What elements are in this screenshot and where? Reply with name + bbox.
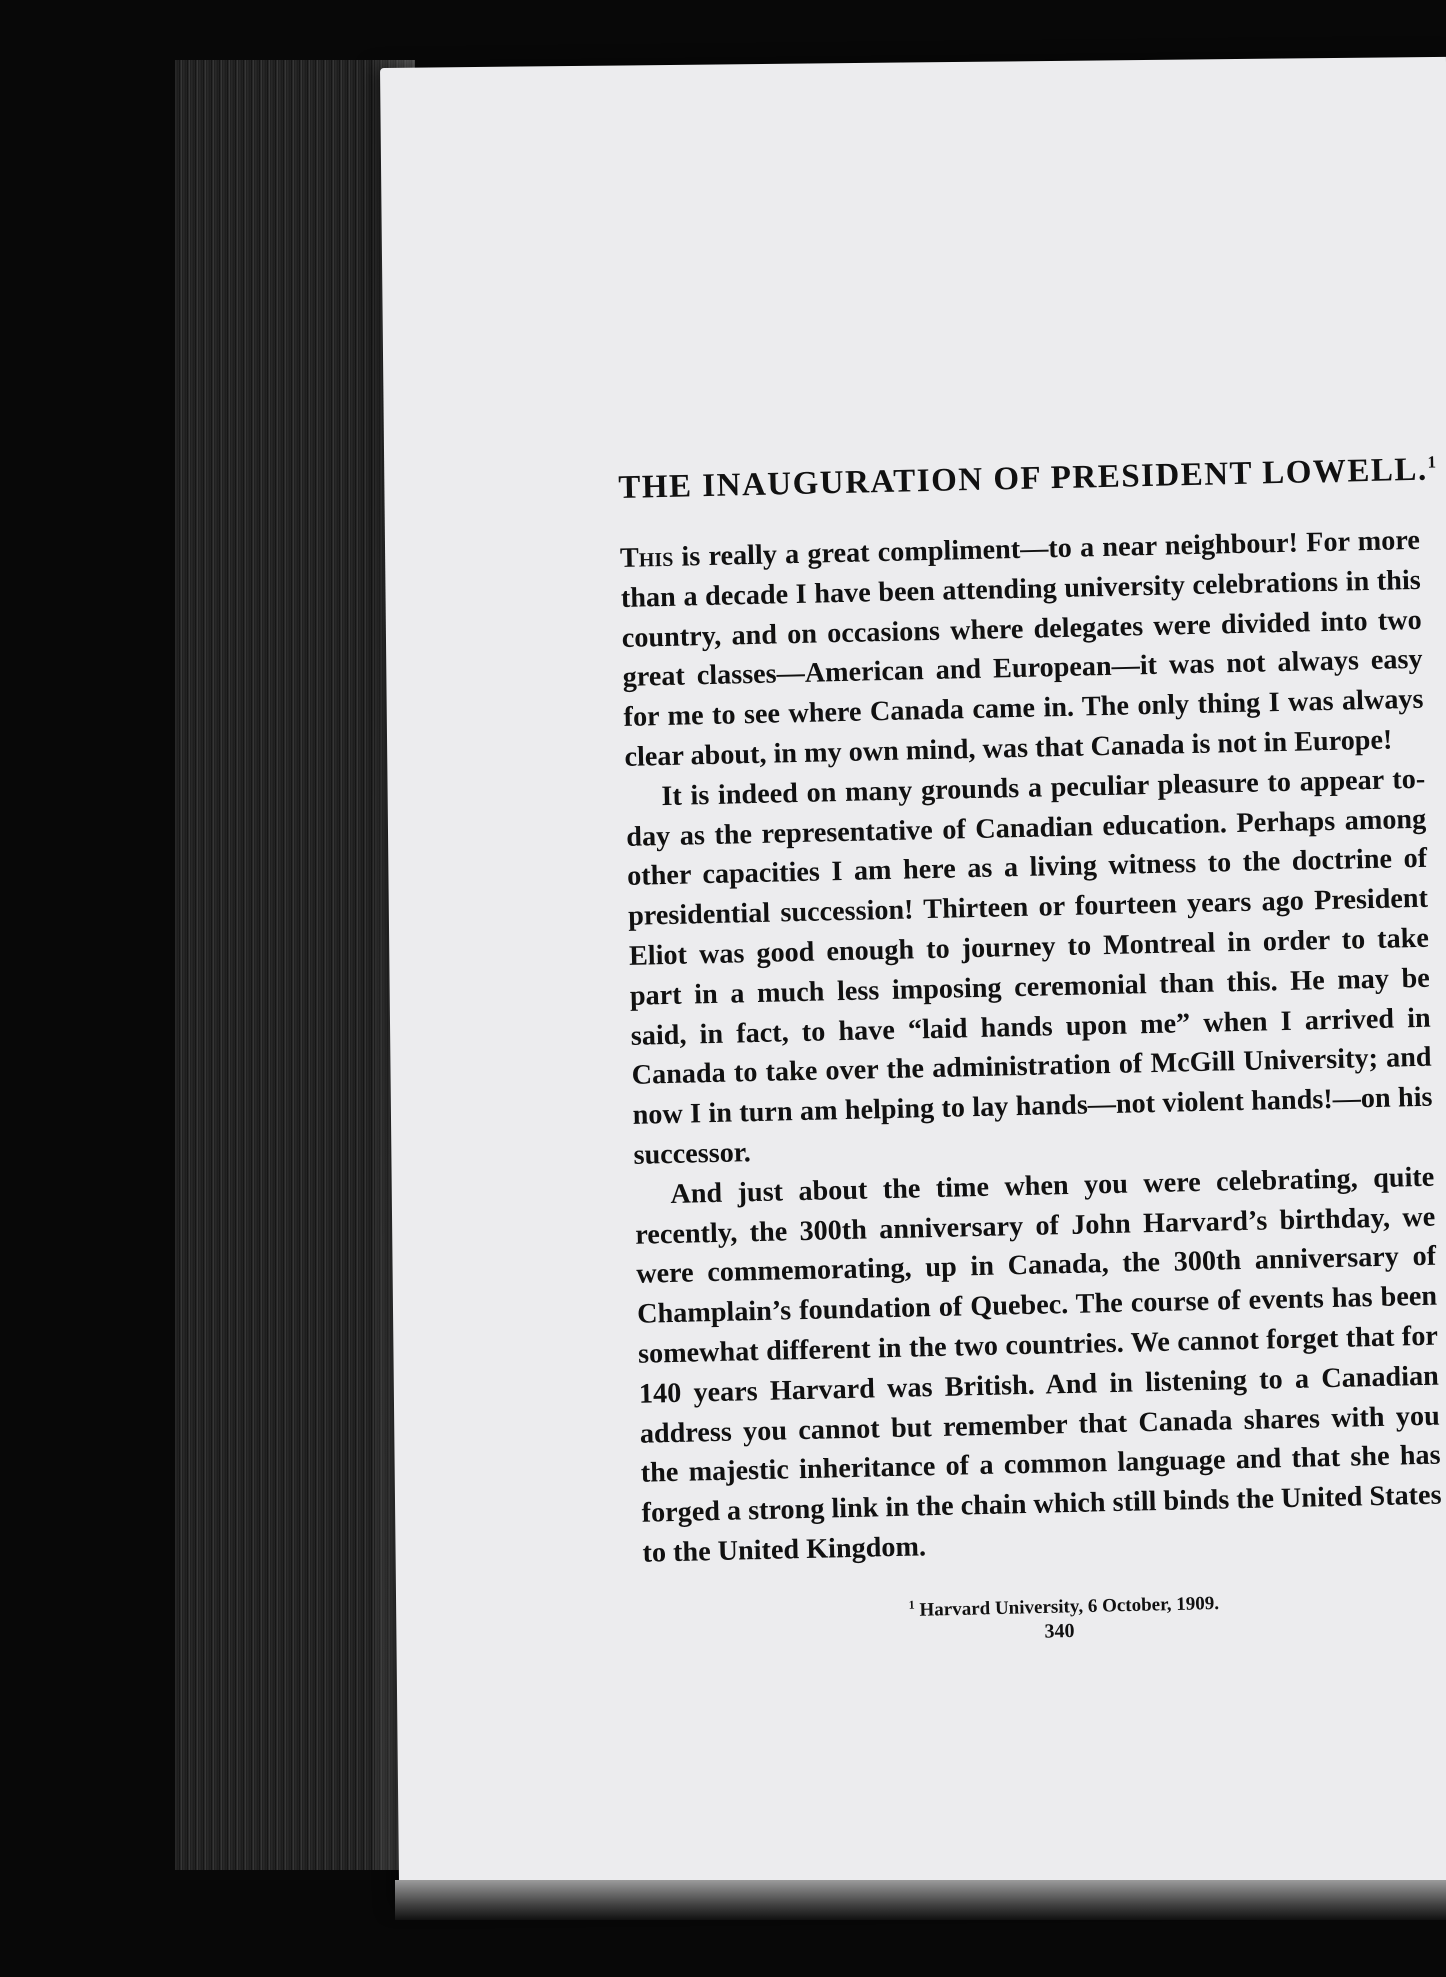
paragraph-1-lead: This	[619, 541, 674, 574]
paragraph-2-text: It is indeed on many grounds a peculiar pleasure to appear to-day as the representative of Canadian education. Perhaps among other capacities I am here as a living witness to the doctrine of presidential succession! Thirteen or fourteen years ago President Eliot was good enough to journey to Montreal in order to take part in a much less imposing ceremonial than this. He may be said, in fact, to have “laid hands upon me” when I arrived in Canada to take over the administration of McGill University; and now I in turn am helping to lay hands—not violent hands!—on his successor.	[625, 763, 1433, 1171]
page-text-block	[618, 452, 1445, 1653]
paragraph-3-text: And just about the time when you were celebrating, quite recently, the 300th anniversary of John Harvard’s birthday, we were commemorating, up in Canada, the 300th anniversary of Champlain’s foundation of Quebec. The course of events has been somewhat different in the two countries. We cannot forget that for 140 years Harvard was British. And in listening to a Canadian address you cannot but remember that Canada shares with you the majestic inheritance of a common language and that she has forged a strong link in the chain which still binds the United States to the United Kingdom.	[635, 1161, 1442, 1569]
footnote-text: Harvard University, 6 October, 1909.	[919, 1592, 1220, 1621]
book-page-edges	[175, 60, 415, 1870]
page-bottom-shadow	[395, 1880, 1446, 1920]
paragraph-1-text: is really a great compliment—to a near neighbour! For more than a decade I have been attending university celebrations in this country, and on occasions where delegates were divided into two great classes—American and European—it was not always easy for me to see where Canada came in. The only thing I was always clear about, in my own mind, was that Canada is not in Europe!	[620, 524, 1424, 773]
title-footnote-mark: 1	[1427, 452, 1438, 472]
chapter-title-text: THE INAUGURATION OF PRESIDENT LOWELL.	[618, 451, 1429, 506]
page-number: 340	[1044, 1619, 1075, 1643]
paragraph-1	[620, 521, 1425, 778]
footnote-mark: 1	[908, 1597, 915, 1612]
paragraph-2	[625, 760, 1434, 1176]
paragraph-3	[634, 1157, 1443, 1573]
